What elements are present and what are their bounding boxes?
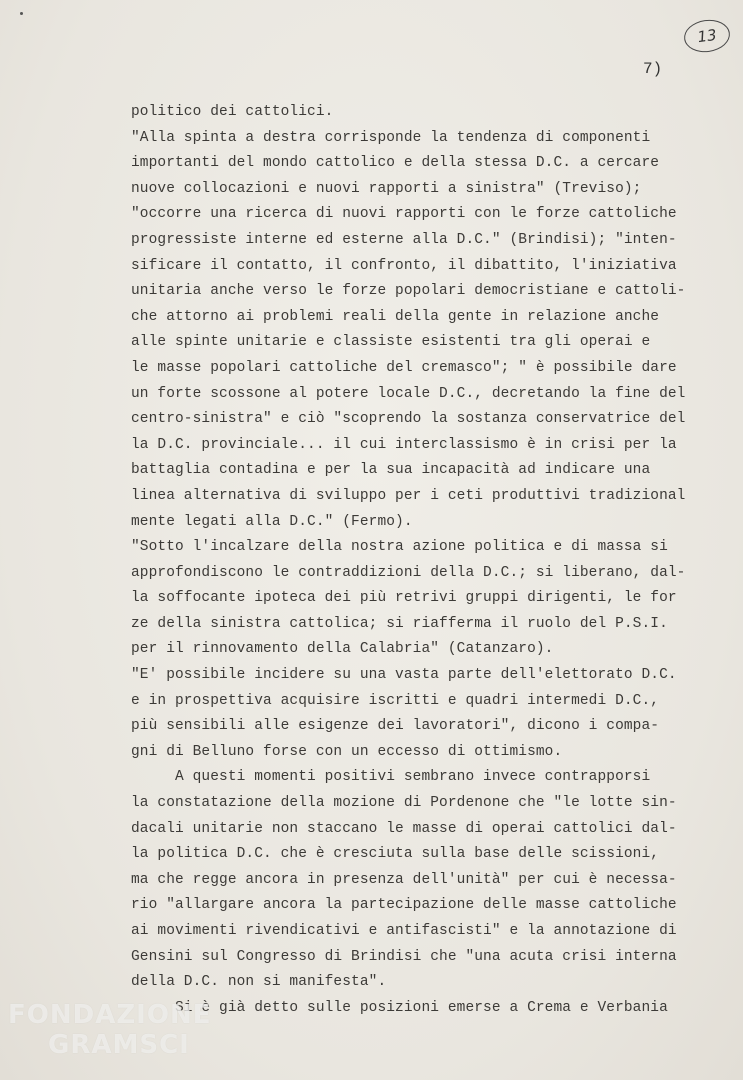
text-line: ze della sinistra cattolica; si riafferma il ruolo del P.S.I. bbox=[131, 615, 668, 632]
text-line: importanti del mondo cattolico e della stessa D.C. a cercare bbox=[131, 155, 660, 172]
watermark-line-2: GRAMSCI bbox=[48, 1030, 190, 1060]
text-line: mente legati alla D.C." (Fermo). bbox=[131, 513, 413, 530]
text-line: Si è già detto sulle posizioni emerse a Crema e Verbania bbox=[131, 999, 668, 1016]
text-line: gni di Belluno forse con un eccesso di ottimismo. bbox=[131, 743, 563, 760]
text-line: sificare il contatto, il confronto, il dibattito, l'iniziativa bbox=[131, 257, 677, 274]
text-line: ai movimenti rivendicativi e antifascisti" e la annotazione di bbox=[131, 923, 677, 939]
text-line: linea alternativa di sviluppo per i ceti produttivi tradizional bbox=[131, 487, 686, 504]
text-line: "occorre una ricerca di nuovi rapporti con le forze cattoliche bbox=[131, 206, 677, 223]
text-line: politico dei cattolici. bbox=[131, 104, 334, 120]
text-line: la politica D.C. che è cresciuta sulla base delle scissioni, bbox=[131, 846, 660, 863]
text-line: centro-sinistra" e ciò "scoprendo la sostanza conservatrice del bbox=[131, 411, 686, 428]
text-line: Gensini sul Congresso di Brindisi che "una acuta crisi interna bbox=[131, 948, 677, 965]
watermark-line-1: FONDAZIONE bbox=[8, 1000, 212, 1030]
archive-watermark bbox=[8, 1000, 248, 1070]
text-line: per il rinnovamento della Calabria" (Catanzaro). bbox=[131, 641, 554, 658]
text-line: battaglia contadina e per la sua incapacità ad indicare una bbox=[131, 462, 651, 479]
text-line: "Alla spinta a destra corrisponde la tendenza di componenti bbox=[131, 129, 651, 146]
text-line: "E' possibile incidere su una vasta parte dell'elettorato D.C. bbox=[131, 667, 677, 684]
text-line: le masse popolari cattoliche del cremasco"; " è possibile dare bbox=[131, 359, 677, 376]
text-line: progressiste interne ed esterne alla D.C." (Brindisi); "inten- bbox=[131, 231, 677, 248]
archive-number: 13 bbox=[696, 25, 718, 47]
text-line: dacali unitarie non staccano le masse di operai cattolici dal- bbox=[131, 820, 677, 837]
text-line: che attorno ai problemi reali della gente in relazione anche bbox=[131, 308, 660, 325]
archive-number-stamp bbox=[682, 17, 732, 55]
text-line: la constatazione della mozione di Pordenone che "le lotte sin- bbox=[131, 795, 677, 812]
text-line: e in prospettiva acquisire iscritti e quadri intermedi D.C., bbox=[131, 692, 660, 709]
text-line: nuove collocazioni e nuovi rapporti a sinistra" (Treviso); bbox=[131, 180, 642, 197]
punch-mark bbox=[20, 12, 23, 15]
text-line: ma che regge ancora in presenza dell'unità" per cui è necessa- bbox=[131, 871, 677, 888]
text-line: la D.C. provinciale... il cui interclassismo è in crisi per la bbox=[131, 436, 677, 453]
text-line: unitaria anche verso le forze popolari democristiane e cattoli- bbox=[131, 283, 686, 300]
text-line: della D.C. non si manifesta". bbox=[131, 974, 387, 991]
text-line: la soffocante ipoteca dei più retrivi gruppi dirigenti, le for bbox=[131, 590, 677, 607]
text-line: "Sotto l'incalzare della nostra azione politica e di massa si bbox=[131, 539, 668, 556]
text-line: approfondiscono le contraddizioni della D.C.; si liberano, dal- bbox=[131, 564, 686, 581]
page-number: 7) bbox=[643, 60, 663, 78]
text-line: A questi momenti positivi sembrano invece contrapporsi bbox=[131, 769, 651, 786]
body-text bbox=[131, 100, 691, 1021]
text-line: più sensibili alle esigenze dei lavoratori", dicono i compa- bbox=[131, 718, 660, 735]
text-line: un forte scossone al potere locale D.C., decretando la fine del bbox=[131, 385, 686, 402]
text-line: rio "allargare ancora la partecipazione delle masse cattoliche bbox=[131, 897, 677, 914]
text-line: alle spinte unitarie e classiste esistenti tra gli operai e bbox=[131, 334, 651, 351]
